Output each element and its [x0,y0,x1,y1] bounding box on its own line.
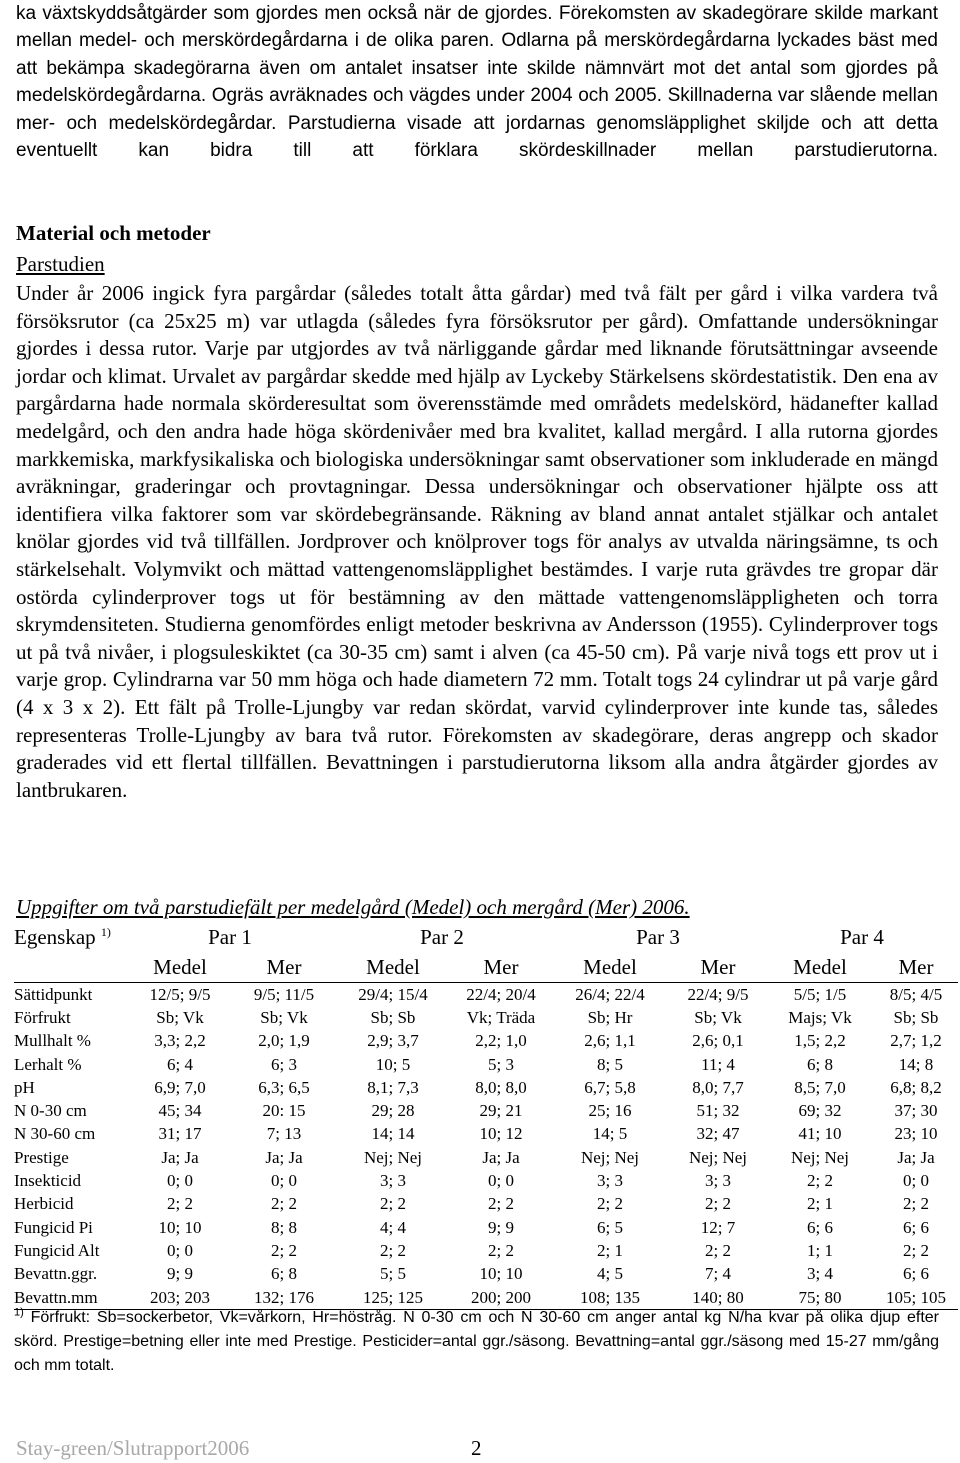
table-cell: 2; 2 [380,1240,406,1260]
table-cell: 3; 3 [597,1171,623,1191]
row-label: Sättidpunkt [14,984,93,1004]
header-empty [14,952,126,983]
table-row [14,1053,958,1076]
table-cell: 5; 5 [380,1264,406,1284]
table-cell: 69; 32 [798,1101,842,1121]
table-cell: 2,9; 3,7 [367,1031,419,1051]
table-cell: 2; 2 [597,1194,623,1214]
table-row [14,983,958,1007]
table-header-pairs [14,922,958,952]
table-cell: 105; 105 [886,1287,946,1307]
table-header-groups [14,952,958,983]
table-cell: 6,9; 7,0 [154,1077,206,1097]
table-cell: 5; 3 [488,1054,514,1074]
pair-header-3: Par 3 [636,924,680,949]
table-cell: Majs; Vk [788,1007,852,1027]
table-cell: 2; 2 [167,1194,193,1214]
row-label: Herbicid [14,1194,74,1214]
table-cell: 2,2; 1,0 [475,1031,527,1051]
table-cell: 8,0; 7,7 [692,1077,744,1097]
table-cell: Sb; Vk [260,1007,308,1027]
table-cell: 2,0; 1,9 [258,1031,310,1051]
row-label: Förfrukt [14,1007,71,1027]
table-cell: 2; 2 [488,1194,514,1214]
table-cell: 29/4; 15/4 [358,984,428,1004]
table-cell: 4; 4 [380,1217,406,1237]
footnote-text: Förfrukt: Sb=sockerbetor, Vk=vårkorn, Hr=höstråg. N 0-30 cm och N 30-60 cm anger antal kg N/ha kvar på olika djup efter skörd. Prestige=betning eller inte med Prestige. Pesticider=antal ggr./säsong. Bevattning=antal ggr./säsong med 15-27 mm/gång och mm totalt. [14,1309,939,1374]
table-cell: 0; 0 [903,1171,929,1191]
table-cell: Nej; Nej [363,1147,423,1167]
table-cell: 6; 6 [903,1217,929,1237]
table-cell: 203; 203 [150,1287,210,1307]
table-cell: 20: 15 [262,1101,306,1121]
table-cell: Ja; Ja [265,1147,303,1167]
table-cell: 10; 12 [479,1124,523,1144]
row-label: Fungicid Pi [14,1217,93,1237]
table-cell: 6; 8 [271,1264,297,1284]
table-cell: 26/4; 22/4 [575,984,645,1004]
table-cell: 140; 80 [692,1287,744,1307]
table-cell: 3,3; 2,2 [154,1031,206,1051]
table-cell: 9; 9 [167,1264,193,1284]
table-cell: 8,5; 7,0 [794,1077,846,1097]
table-cell: Sb; Vk [694,1007,742,1027]
table-cell: 2; 2 [705,1240,731,1260]
table-cell: 2; 1 [807,1194,833,1214]
table-cell: Sb; Sb [370,1007,416,1027]
subsection-heading: Parstudien [16,252,105,276]
table-cell: 0; 0 [167,1171,193,1191]
table-cell: 6,8; 8,2 [890,1077,942,1097]
table-row [14,1006,958,1029]
subheader-mer: Mer [898,954,934,979]
table-body [14,983,958,1310]
table-cell: Sb; Sb [893,1007,939,1027]
table-row [14,1076,958,1099]
table-cell: 2,7; 1,2 [890,1031,942,1051]
table-cell: 22/4; 9/5 [687,984,749,1004]
table-cell: 2; 2 [271,1194,297,1214]
table-cell: 31; 17 [158,1124,202,1144]
row-label: Prestige [14,1147,69,1167]
table-cell: 8,0; 8,0 [475,1077,527,1097]
table-cell: 200; 200 [471,1287,531,1307]
table-cell: 1; 1 [807,1240,833,1260]
table-cell: Nej; Nej [580,1147,640,1167]
subheader-mer: Mer [700,954,736,979]
table-row [14,1193,958,1216]
data-table [14,922,958,1310]
table-cell: Sb; Hr [587,1007,633,1027]
table-cell: 2; 2 [807,1171,833,1191]
table-cell: 7; 4 [705,1264,731,1284]
table-cell: 0; 0 [167,1240,193,1260]
footnote-marker: 1) [14,1306,24,1319]
row-label: N 30-60 cm [14,1124,96,1144]
table-cell: 0; 0 [271,1171,297,1191]
table-row [14,1146,958,1169]
table-cell: 14; 14 [371,1124,415,1144]
table-cell: 51; 32 [696,1101,740,1121]
table-footnote [14,1306,939,1378]
table-cell: 9; 9 [488,1217,514,1237]
pair-header-2: Par 2 [420,924,464,949]
table-cell: Ja; Ja [482,1147,520,1167]
table-cell: 6; 6 [807,1217,833,1237]
table-cell: 2,6; 1,1 [584,1031,636,1051]
table-cell: 2; 2 [488,1240,514,1260]
pair-header-1: Par 1 [208,924,252,949]
table-cell: 29; 21 [479,1101,523,1121]
table-cell: 5/5; 1/5 [793,984,847,1004]
row-label: Bevattn.mm [14,1287,98,1307]
table-cell: 132; 176 [254,1287,314,1307]
table-cell: 12; 7 [700,1217,736,1237]
table-cell: 25; 16 [588,1101,632,1121]
table-cell: 6; 6 [903,1264,929,1284]
table-cell: 10; 5 [375,1054,411,1074]
table-cell: Nej; Nej [688,1147,748,1167]
table-cell: 23; 10 [894,1124,938,1144]
table-cell: 108; 135 [580,1287,640,1307]
table-cell: 3; 3 [380,1171,406,1191]
table-row [14,1169,958,1192]
table-cell: 125; 125 [363,1287,423,1307]
table-cell: 2; 2 [705,1194,731,1214]
table-cell: 29; 28 [371,1101,415,1121]
param-header-footnote-marker: 1) [100,924,111,939]
table-cell: 3; 4 [807,1264,833,1284]
table-row [14,1216,958,1239]
page-number: 2 [471,1436,482,1460]
table-cell: 10; 10 [158,1217,202,1237]
table-cell: 2,6; 0,1 [692,1031,744,1051]
subheader-medel: Medel [153,954,207,979]
table-cell: 41; 10 [798,1124,842,1144]
table-cell: 22/4; 20/4 [466,984,536,1004]
table-cell: 9/5; 11/5 [253,984,315,1004]
table-cell: 6; 8 [807,1054,833,1074]
table-cell: 6; 3 [271,1054,297,1074]
table-cell: Ja; Ja [161,1147,199,1167]
table-cell: 3; 3 [705,1171,731,1191]
table-cell: Sb; Vk [156,1007,204,1027]
row-label: Mullhalt % [14,1031,91,1051]
table-cell: 12/5; 9/5 [149,984,211,1004]
section-heading: Material och metoder [16,221,211,245]
subheader-medel: Medel [366,954,420,979]
table-cell: 4; 5 [597,1264,623,1284]
table-cell: 45; 34 [158,1101,202,1121]
table-row [14,1263,958,1286]
table-row [14,1239,958,1262]
footer-document-name: Stay-green/Slutrapport2006 [16,1436,250,1460]
table-cell: 1,5; 2,2 [794,1031,846,1051]
row-label: N 0-30 cm [14,1101,87,1121]
table-cell: 6; 5 [597,1217,623,1237]
row-label: Lerhalt % [14,1054,82,1074]
intro-text: ka växtskyddsåtgärder som gjordes men också när de gjordes. Förekomsten av skadegörare skilde markant mellan medel- och merskördegårdarna i de olika paren. Odlarna på merskördegårdarna lyckades bäst med att bekämpa skadegörarna även om antalet insatser inte skilde nämnvärt mot det antal som gjordes på medelskördegårdarna. Ogräs avräknades och vägdes under 2004 och 2005. Skillnaderna var slående mellan mer- och medelskördegårdar. Parstudierna visade att jordarnas genomsläpplighet skiljde och att detta eventuellt kan bidra till att förklara skördeskillnader mellan parstudierutorna. [16,3,938,162]
table-cell: 10; 10 [479,1264,523,1284]
subheader-medel: Medel [793,954,847,979]
table-cell: 2; 1 [597,1240,623,1260]
table-cell: 8; 5 [597,1054,623,1074]
param-header-label: Egenskap [14,924,96,949]
table-cell: 6; 4 [167,1054,193,1074]
table-caption: Uppgifter om två parstudiefält per medelgård (Medel) och mergård (Mer) 2006. [16,895,690,919]
table-cell: 6,3; 6,5 [258,1077,310,1097]
table-cell: 8; 8 [271,1217,297,1237]
row-label: pH [14,1077,35,1097]
table-cell: 8/5; 4/5 [889,984,943,1004]
table-row [14,1030,958,1053]
table-cell: 11; 4 [701,1054,735,1074]
table-cell: 14; 8 [898,1054,934,1074]
table-row [14,1123,958,1146]
table-cell: 2; 2 [271,1240,297,1260]
table-cell: 37; 30 [894,1101,938,1121]
table-row [14,1099,958,1122]
param-header [14,922,126,952]
table-cell: 6,7; 5,8 [584,1077,636,1097]
table-cell: 14; 5 [592,1124,628,1144]
table-cell: 2; 2 [903,1194,929,1214]
pair-header-4: Par 4 [840,924,884,949]
methods-paragraph: Under år 2006 ingick fyra pargårdar (således totalt åtta gårdar) med två fält per gård i vilka vardera två försöksrutor (ca 25x25 m) var utlagda (således fyra försöksrutor per gård). Omfattande undersökningar gjordes i dessa rutor. Varje par utgjordes av två närliggande gårdar med liknande förutsättningar avseende jordar och klimat. Urvalet av pargårdar skedde med hjälp av Lyckeby Stärkelsens skördestatistik. Den ena av pargårdarna hade normala skörderesultat som överensstämde med områdets medelskörd, hädanefter kallad medelgård, och den andra hade höga skördenivåer med bra kvalitet, kallad mergård. I alla rutorna gjordes markkemiska, markfysikaliska och biologiska undersökningar samt observationer som inkluderade en mängd avräkningar, graderingar och provtagningar. Dessa undersökningar och observationer hjälpte oss att identifiera vilka faktorer som var skördebegränsande. Räkning av bland annat antalet stjälkar och antalet knölar gjordes vid två tillfällen. Jordprover och knölprover togs för analys av utvalda näringsämne, ts och stärkelsehalt. Volymvikt och mättad vattengenomsläpplighet bestämdes. I varje ruta grävdes tre gropar där ostörda cylinderprover togs ut för bestämning av den mättade vattengenomsläppligheten och torra skrymdensiteten. Studierna genomfördes enligt metoder beskrivna av Andersson (1955). Cylinderprover togs ut på två nivåer, i plogsuleskiktet (ca 30-35 cm) samt i alven (ca 45-50 cm). På varje nivå togs ett prov ut i varje grop. Cylindrarna var 50 mm höga och hade diametern 72 mm. Totalt togs 24 cylindrar ut på varje gård (4 x 3 x 2). Ett fält på Trolle-Ljungby var redan skördat, varvid cylinderprover inte kunde tas, således representeras Trolle-Ljungby av bara två rutor. Förekomsten av skadegörare, deras angrepp och skador graderades vid ett flertal tillfällen. Bevattningen i parstudierutorna liksom alla andra åtgärder gjordes av lantbrukaren. [16,281,938,802]
intro-paragraph [16,0,938,192]
table-cell: Vk; Träda [466,1007,536,1027]
table-cell: 0; 0 [488,1171,514,1191]
table-cell: 32; 47 [696,1124,740,1144]
subheader-mer: Mer [483,954,519,979]
subheader-medel: Medel [583,954,637,979]
table-cell: 8,1; 7,3 [367,1077,419,1097]
table-cell: 2; 2 [903,1240,929,1260]
subheader-mer: Mer [266,954,302,979]
table-cell: Ja; Ja [897,1147,935,1167]
table-cell: Nej; Nej [790,1147,850,1167]
row-label: Insekticid [14,1171,82,1191]
table-cell: 2; 2 [380,1194,406,1214]
row-label: Bevattn.ggr. [14,1264,98,1284]
table-cell: 75; 80 [798,1287,842,1307]
table-cell: 7; 13 [266,1124,302,1144]
row-label: Fungicid Alt [14,1240,100,1260]
